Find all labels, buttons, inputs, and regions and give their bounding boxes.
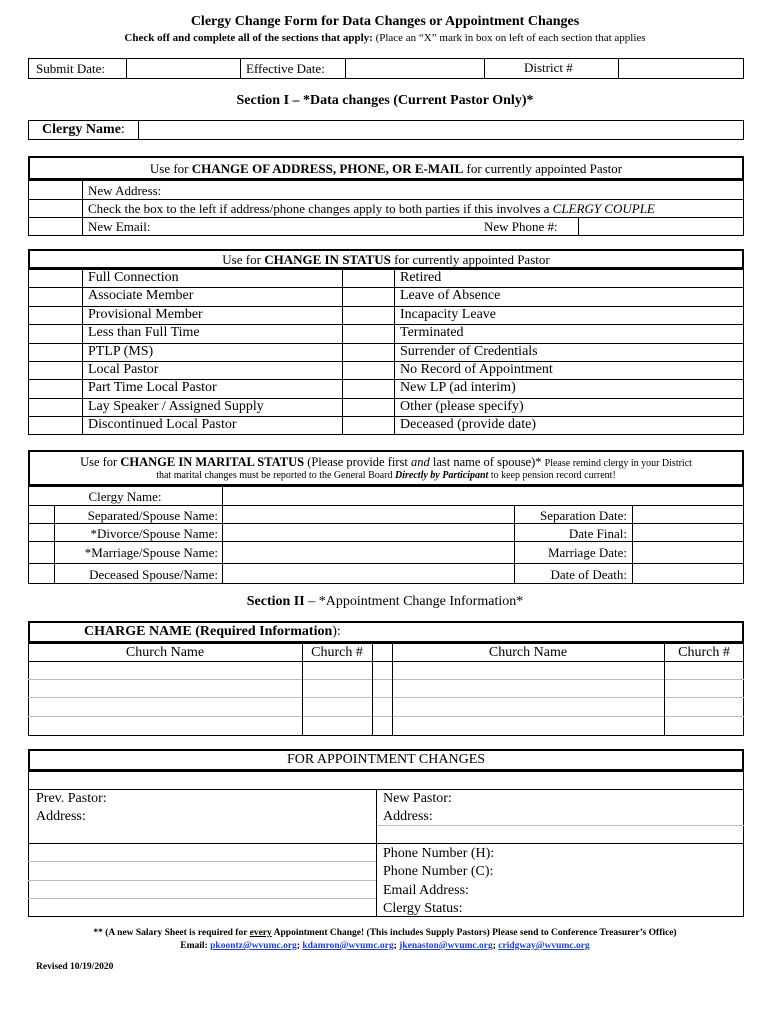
submit-date-field[interactable] <box>127 59 239 78</box>
status-left-checkbox[interactable] <box>29 325 81 341</box>
status-right-option: Deceased (provide date) <box>400 417 537 433</box>
status-right-option: Leave of Absence <box>400 288 501 304</box>
status-right-checkbox[interactable] <box>343 362 393 378</box>
status-left-option: Provisional Member <box>88 306 203 322</box>
footer-emails: Email: pkoontz@wvumc.org; kdamron@wvumc.org; jkenaston@wvumc.org; cridgway@wvumc.org <box>180 941 590 951</box>
status-left-option: Lay Speaker / Assigned Supply <box>88 398 264 414</box>
status-right-checkbox[interactable] <box>343 288 393 304</box>
status-left-option: PTLP (MS) <box>88 343 154 359</box>
phone-cell-label: Phone Number (C): <box>383 864 494 879</box>
col-church-num-left: Church # <box>311 645 363 660</box>
revised-date: Revised 10/19/2020 <box>36 962 114 972</box>
marriage-spouse-label: *Marriage/Spouse Name: <box>84 545 218 560</box>
status-right-checkbox[interactable] <box>343 344 393 360</box>
status-right-option: Other (please specify) <box>400 398 524 414</box>
email-link-cridgway[interactable]: cridgway@wvumc.org <box>498 941 590 951</box>
new-address-label: New Address: <box>88 183 162 198</box>
status-left-checkbox[interactable] <box>29 344 81 360</box>
date-final-label: Date Final: <box>568 526 627 541</box>
marriage-date-label: Marriage Date: <box>547 545 627 560</box>
section2-title: Section II – *Appointment Change Information* <box>246 594 524 609</box>
marital-header-line1: Use for CHANGE IN MARITAL STATUS (Please provide first and last name of spouse)* Please remind clergy in your District <box>80 455 692 469</box>
status-right-option: Retired <box>400 270 442 285</box>
status-right-option: New LP (ad interim) <box>400 380 516 396</box>
prev-address-label: Address: <box>36 809 86 824</box>
col-church-name-right: Church Name <box>488 645 568 660</box>
status-left-checkbox[interactable] <box>29 417 81 433</box>
separated-spouse-label: Separated/Spouse Name: <box>87 508 218 523</box>
status-left-checkbox[interactable] <box>29 270 81 286</box>
separated-checkbox[interactable] <box>29 506 53 522</box>
status-right-checkbox[interactable] <box>343 325 393 341</box>
deceased-spouse-label: Deceased Spouse/Name: <box>89 567 218 582</box>
divorce-checkbox[interactable] <box>29 524 53 540</box>
new-email-label: New Email: <box>88 219 151 234</box>
status-right-option: No Record of Appointment <box>400 362 553 377</box>
address-change-checkbox[interactable] <box>29 181 81 198</box>
deceased-checkbox[interactable] <box>29 564 53 583</box>
status-left-checkbox[interactable] <box>29 399 81 415</box>
clergy-name-field[interactable] <box>139 121 743 139</box>
new-address-label: Address: <box>383 809 433 824</box>
date-of-death-label: Date of Death: <box>550 567 627 582</box>
email-link-pkoontz[interactable]: pkoontz@wvumc.org <box>210 941 297 951</box>
status-left-checkbox[interactable] <box>29 288 81 304</box>
status-left-checkbox[interactable] <box>29 380 81 396</box>
status-change-header-text: Use for CHANGE IN STATUS for currently appointed Pastor <box>222 252 550 267</box>
marital-clergy-name-field[interactable] <box>223 487 743 504</box>
effective-date-field[interactable] <box>346 59 483 78</box>
col-church-name-left: Church Name <box>125 645 205 660</box>
marital-clergy-name-label: Clergy Name: <box>88 489 162 504</box>
status-left-option: Part Time Local Pastor <box>88 380 217 396</box>
submit-date-label: Submit Date: <box>36 61 105 76</box>
email-change-checkbox[interactable] <box>29 218 81 235</box>
email-address-label: Email Address: <box>383 883 469 898</box>
phone-home-label: Phone Number (H): <box>383 846 495 861</box>
new-phone-label: New Phone #: <box>484 219 558 234</box>
status-left-checkbox[interactable] <box>29 307 81 323</box>
status-left-checkbox[interactable] <box>29 362 81 378</box>
clergy-couple-note: Check the box to the left if address/phone changes apply to both parties if this involves a CLERGY COUPLE <box>88 201 655 216</box>
new-phone-field[interactable] <box>579 218 743 235</box>
address-change-header-text: Use for CHANGE OF ADDRESS, PHONE, OR E-MAIL for currently appointed Pastor <box>149 161 623 176</box>
district-label: District # <box>524 60 573 75</box>
status-right-checkbox[interactable] <box>343 380 393 396</box>
instruction-rest: (Place an “X” mark in box on left of each section that applies <box>375 32 646 44</box>
charge-name-label: CHARGE NAME (Required Information): <box>84 624 341 639</box>
form-instruction <box>0 32 770 44</box>
status-right-checkbox[interactable] <box>343 399 393 415</box>
new-pastor-label: New Pastor: <box>383 791 452 806</box>
marital-header-line2: that marital changes must be reported to the General Board Directly by Participant to keep pension record current! <box>156 470 616 481</box>
separation-date-label: Separation Date: <box>540 508 627 523</box>
status-right-option: Terminated <box>400 325 464 341</box>
appointment-header-text: FOR APPOINTMENT CHANGES <box>286 752 486 767</box>
status-right-checkbox[interactable] <box>343 270 393 286</box>
status-left-option: Associate Member <box>88 288 194 304</box>
status-left-option: Local Pastor <box>88 362 159 377</box>
email-label: Email: <box>180 941 208 951</box>
effective-date-label: Effective Date: <box>246 61 325 76</box>
clergy-status-label: Clergy Status: <box>383 901 463 916</box>
divorce-spouse-label: *Divorce/Spouse Name: <box>90 526 218 541</box>
status-right-checkbox[interactable] <box>343 417 393 433</box>
email-link-kdamron[interactable]: kdamron@wvumc.org <box>302 941 394 951</box>
col-church-num-right: Church # <box>678 645 730 660</box>
form-title: Clergy Change Form for Data Changes or Appointment Changes <box>190 14 580 29</box>
district-field[interactable] <box>619 59 743 78</box>
clergy-name-label: Clergy Name: <box>42 122 125 137</box>
status-right-option: Surrender of Credentials <box>400 343 538 359</box>
prev-pastor-label: Prev. Pastor: <box>36 791 107 806</box>
clergy-couple-checkbox[interactable] <box>29 200 81 216</box>
section1-title: Section I – *Data changes (Current Pastor Only)* <box>236 93 534 108</box>
marriage-checkbox[interactable] <box>29 542 53 562</box>
status-left-option: Full Connection <box>88 270 179 285</box>
status-right-option: Incapacity Leave <box>400 306 496 322</box>
email-link-jkenaston[interactable]: jkenaston@wvumc.org <box>399 941 493 951</box>
instruction-bold: Check off and complete all of the sections that apply: <box>124 32 373 44</box>
status-left-option: Less than Full Time <box>88 325 200 341</box>
status-right-checkbox[interactable] <box>343 307 393 323</box>
status-left-option: Discontinued Local Pastor <box>88 417 237 433</box>
footer-note: ** (A new Salary Sheet is required for every Appointment Change! (This includes Supply Pastors) Please send to Conference Treasurer’s Office) <box>93 928 677 938</box>
